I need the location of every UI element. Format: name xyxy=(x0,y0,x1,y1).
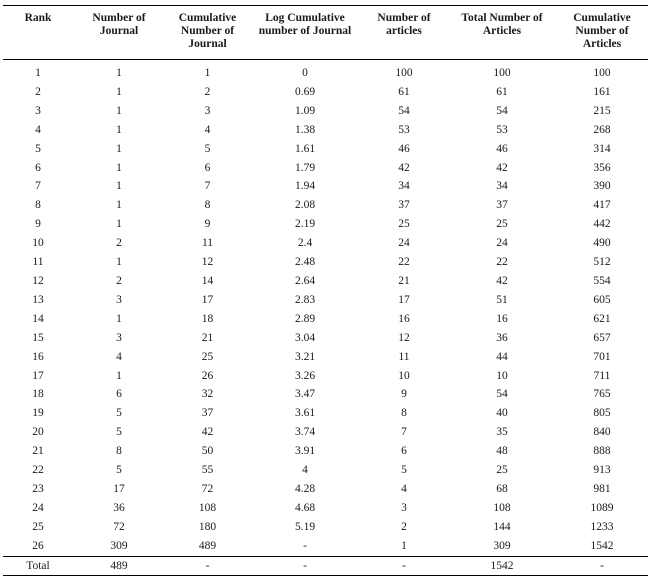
table-cell: 7 xyxy=(401,426,407,439)
table-body xyxy=(3,60,648,576)
table-cell: 2 xyxy=(35,85,41,98)
table-cell: 18 xyxy=(201,312,214,325)
table-cell: 2.83 xyxy=(294,293,316,306)
table-cell: 417 xyxy=(593,199,611,212)
table-cell: 1 xyxy=(116,256,122,269)
table-cell: 16 xyxy=(32,350,44,363)
table-cell: 1089 xyxy=(590,501,614,514)
table-cell: 17 xyxy=(32,369,44,382)
table-cell: 14 xyxy=(32,312,44,325)
table-cell: 1.94 xyxy=(294,180,316,193)
table-cell: 21 xyxy=(201,331,214,344)
table-cell: 12 xyxy=(398,331,410,344)
table-cell: 1233 xyxy=(590,520,614,533)
table-cell: 32 xyxy=(201,388,214,401)
table-cell: 11 xyxy=(201,237,214,250)
table-cell: 7 xyxy=(204,180,211,193)
table-cell: 36 xyxy=(496,331,508,344)
table-cell: 981 xyxy=(593,482,611,495)
table-cell: 42 xyxy=(496,274,508,287)
table-row xyxy=(3,461,648,480)
table-cell: 805 xyxy=(593,407,611,420)
table-cell: 913 xyxy=(593,464,611,477)
table-cell: 9 xyxy=(204,218,211,231)
table-cell: 10 xyxy=(398,369,410,382)
table-cell: 2.48 xyxy=(294,256,316,269)
table-cell: 8 xyxy=(401,407,407,420)
table-cell: 6 xyxy=(204,161,211,174)
table-cell: 765 xyxy=(593,388,611,401)
table-cell: 309 xyxy=(493,539,511,552)
table-cell: 22 xyxy=(398,256,410,269)
table-cell: 54 xyxy=(398,104,410,117)
header-total-number-of-articles: Total Number of Articles xyxy=(448,6,556,60)
table-cell: 10 xyxy=(32,237,44,250)
table-cell: 3.61 xyxy=(294,407,316,420)
table-cell: 4 xyxy=(116,350,122,363)
table-cell: 657 xyxy=(593,331,611,344)
table-cell: 5 xyxy=(116,407,122,420)
table-cell: 55 xyxy=(201,464,214,477)
table-cell: 0.69 xyxy=(294,85,316,98)
table-row xyxy=(3,367,648,386)
table-row xyxy=(3,140,648,159)
table-cell: 2 xyxy=(116,274,122,287)
table-cell: 20 xyxy=(32,426,44,439)
table-cell: 19 xyxy=(32,407,44,420)
table-cell: 390 xyxy=(593,180,611,193)
table-cell: 2.64 xyxy=(294,274,316,287)
table-cell: 50 xyxy=(201,445,214,458)
table-cell: 40 xyxy=(496,407,508,420)
table-cell: 2.89 xyxy=(294,312,316,325)
table-cell: 42 xyxy=(398,161,410,174)
table-row xyxy=(3,442,648,461)
table-cell: 72 xyxy=(201,482,214,495)
table-cell: 1542 xyxy=(590,539,614,552)
table-cell: 1 xyxy=(116,312,122,325)
table-cell: 72 xyxy=(113,520,125,533)
table-row xyxy=(3,121,648,140)
table-cell: 888 xyxy=(593,445,611,458)
table-cell: 34 xyxy=(496,180,508,193)
table-cell: 2.08 xyxy=(294,199,316,212)
total-cell: - xyxy=(165,556,250,576)
table-cell: 3 xyxy=(116,331,122,344)
table-cell: 4.28 xyxy=(294,482,316,495)
table-cell: 37 xyxy=(201,407,214,420)
table-cell: 25 xyxy=(32,520,44,533)
table-cell: 22 xyxy=(32,464,44,477)
table-cell: 1 xyxy=(116,199,122,212)
table-cell: 12 xyxy=(32,274,44,287)
table-cell: 68 xyxy=(496,482,508,495)
table-cell: 3.21 xyxy=(294,350,316,363)
table-cell: 4 xyxy=(35,123,41,136)
table-cell: 309 xyxy=(110,539,128,552)
table-cell: 53 xyxy=(496,123,508,136)
table-cell: 1.79 xyxy=(294,161,316,174)
table-cell: 2.19 xyxy=(294,218,316,231)
table-cell: 48 xyxy=(496,445,508,458)
table-cell: 25 xyxy=(496,464,508,477)
table-cell: 1 xyxy=(116,218,122,231)
table-cell: 25 xyxy=(201,350,214,363)
table-cell: 3 xyxy=(116,293,122,306)
table-cell: 16 xyxy=(496,312,508,325)
table-cell: 25 xyxy=(398,218,410,231)
table-row xyxy=(3,537,648,556)
table-cell: 34 xyxy=(398,180,410,193)
table-cell: 5 xyxy=(401,464,407,477)
table-cell: 1 xyxy=(116,161,122,174)
table-cell: 37 xyxy=(398,199,410,212)
table-cell: 5.19 xyxy=(294,520,316,533)
table-cell: 54 xyxy=(496,388,508,401)
table-row xyxy=(3,177,648,196)
table-cell: 7 xyxy=(35,180,41,193)
table-cell: 4 xyxy=(204,123,211,136)
table-row xyxy=(3,60,648,83)
table-cell: 46 xyxy=(398,142,410,155)
table-row xyxy=(3,83,648,102)
table-cell: 10 xyxy=(496,369,508,382)
table-cell: 2 xyxy=(204,85,211,98)
table-cell: 442 xyxy=(593,218,611,231)
table-cell: 108 xyxy=(493,501,511,514)
table-cell: 1.61 xyxy=(294,142,316,155)
table-cell: 35 xyxy=(496,426,508,439)
table-cell: 46 xyxy=(496,142,508,155)
table-cell: 490 xyxy=(593,237,611,250)
table-cell: 1 xyxy=(116,85,122,98)
header-rank: Rank xyxy=(3,6,73,60)
table-cell: 1.09 xyxy=(294,104,316,117)
table-cell: 42 xyxy=(496,161,508,174)
table-cell: 17 xyxy=(201,293,214,306)
table-cell: 26 xyxy=(201,369,214,382)
table-cell: 18 xyxy=(32,388,44,401)
table-cell: 621 xyxy=(593,312,611,325)
table-row xyxy=(3,404,648,423)
header-log-cumulative-number-of-journal: Log Cumulative number of Journal xyxy=(250,6,360,60)
table-cell: 605 xyxy=(593,293,611,306)
table-cell: 2 xyxy=(401,520,407,533)
table-cell: 356 xyxy=(593,161,611,174)
table-cell: 5 xyxy=(116,464,122,477)
table-cell: 22 xyxy=(496,256,508,269)
table-row xyxy=(3,385,648,404)
table-cell: 44 xyxy=(496,350,508,363)
table-cell: 6 xyxy=(35,161,41,174)
table-cell: 1 xyxy=(116,123,122,136)
table-cell: 8 xyxy=(204,199,211,212)
table-cell: - xyxy=(303,539,307,552)
table-cell: 53 xyxy=(398,123,410,136)
table-row xyxy=(3,518,648,537)
table-cell: 12 xyxy=(201,256,214,269)
table-cell: 180 xyxy=(198,520,217,533)
table-cell: 314 xyxy=(593,142,611,155)
table-row xyxy=(3,499,648,518)
table-row xyxy=(3,196,648,215)
table-cell: 3.26 xyxy=(294,369,316,382)
table-cell: 2 xyxy=(116,237,122,250)
total-cell: - xyxy=(250,556,360,576)
table-cell: 4 xyxy=(401,482,407,495)
table-cell: 14 xyxy=(201,274,214,287)
table-cell: 108 xyxy=(198,501,217,514)
table-cell: 17 xyxy=(398,293,410,306)
table-cell: 100 xyxy=(395,67,413,79)
table-row xyxy=(3,291,648,310)
table-cell: 2.4 xyxy=(297,237,313,250)
table-cell: 16 xyxy=(398,312,410,325)
table-row xyxy=(3,480,648,499)
table-row xyxy=(3,234,648,253)
table-cell: 6 xyxy=(401,445,407,458)
table-cell: 24 xyxy=(398,237,410,250)
table-cell: 11 xyxy=(32,256,44,269)
table-cell: 3 xyxy=(35,104,41,117)
header-cumulative-number-of-articles: Cumulative Number of Articles xyxy=(556,6,648,60)
table-cell: 61 xyxy=(496,85,508,98)
table-cell: 701 xyxy=(593,350,611,363)
table-cell: 161 xyxy=(593,85,611,98)
table-cell: 23 xyxy=(32,482,44,495)
header-row xyxy=(3,6,648,60)
table-row xyxy=(3,102,648,121)
total-cell: - xyxy=(360,556,448,576)
table-row xyxy=(3,423,648,442)
total-cell: 489 xyxy=(73,556,165,576)
table-cell: 5 xyxy=(116,426,122,439)
table-cell: 9 xyxy=(35,218,41,231)
table-cell: 3 xyxy=(401,501,407,514)
total-row xyxy=(3,556,648,576)
table-cell: 36 xyxy=(113,501,125,514)
table-row xyxy=(3,348,648,367)
table-cell: 1.38 xyxy=(294,123,316,136)
table-cell: 5 xyxy=(35,142,41,155)
table-cell: 711 xyxy=(593,369,611,382)
table-cell: 1 xyxy=(204,67,211,79)
table-cell: 3 xyxy=(204,104,211,117)
table-cell: 3.91 xyxy=(294,445,316,458)
table-cell: 144 xyxy=(493,520,511,533)
table-cell: 3.04 xyxy=(294,331,316,344)
header-cumulative-number-of-journal: Cumulative Number of Journal xyxy=(165,6,250,60)
table-row xyxy=(3,159,648,178)
table-cell: 37 xyxy=(496,199,508,212)
table-cell: 26 xyxy=(32,539,44,552)
table-cell: 54 xyxy=(496,104,508,117)
table-cell: 4 xyxy=(302,464,308,477)
table-row xyxy=(3,310,648,329)
table-cell: 17 xyxy=(113,482,125,495)
header-number-of-journal: Number of Journal xyxy=(73,6,165,60)
table-cell: 1 xyxy=(116,104,122,117)
total-cell: - xyxy=(556,556,648,576)
table-cell: 100 xyxy=(493,67,511,79)
table-row xyxy=(3,272,648,291)
table-cell: 3.47 xyxy=(294,388,316,401)
table-cell: 489 xyxy=(198,539,217,552)
table-cell: 61 xyxy=(398,85,410,98)
table-row xyxy=(3,253,648,272)
journal-articles-table xyxy=(3,5,648,576)
table-cell: 24 xyxy=(496,237,508,250)
table-cell: 8 xyxy=(35,199,41,212)
table-cell: 4.68 xyxy=(294,501,316,514)
table-cell: 512 xyxy=(593,256,611,269)
table-cell: 24 xyxy=(32,501,44,514)
table-cell: 25 xyxy=(496,218,508,231)
table-cell: 554 xyxy=(593,274,611,287)
table-cell: 13 xyxy=(32,293,44,306)
header-number-of-articles: Number of articles xyxy=(360,6,448,60)
table-cell: 9 xyxy=(401,388,407,401)
table-cell: 1 xyxy=(35,67,41,79)
table-cell: 1 xyxy=(116,142,122,155)
table-cell: 51 xyxy=(496,293,508,306)
table-cell: 215 xyxy=(593,104,611,117)
table-cell: 11 xyxy=(398,350,410,363)
table-cell: 42 xyxy=(201,426,214,439)
table-cell: 21 xyxy=(32,445,44,458)
table-cell: 21 xyxy=(398,274,410,287)
table-cell: 1 xyxy=(401,539,407,552)
table-row xyxy=(3,215,648,234)
table-cell: 15 xyxy=(32,331,44,344)
table-cell: 840 xyxy=(593,426,611,439)
table-cell: 268 xyxy=(593,123,611,136)
table-cell: 1 xyxy=(116,369,122,382)
table-cell: 8 xyxy=(116,445,122,458)
total-label: Total xyxy=(3,556,73,576)
table-cell: 1 xyxy=(116,180,122,193)
table-cell: 0 xyxy=(302,67,308,79)
table-cell: 1 xyxy=(116,67,122,79)
table-cell: 100 xyxy=(593,67,611,79)
table-cell: 6 xyxy=(116,388,122,401)
table-cell: 5 xyxy=(204,142,211,155)
table-cell: 3.74 xyxy=(294,426,316,439)
total-cell: 1542 xyxy=(448,556,556,576)
table-row xyxy=(3,329,648,348)
